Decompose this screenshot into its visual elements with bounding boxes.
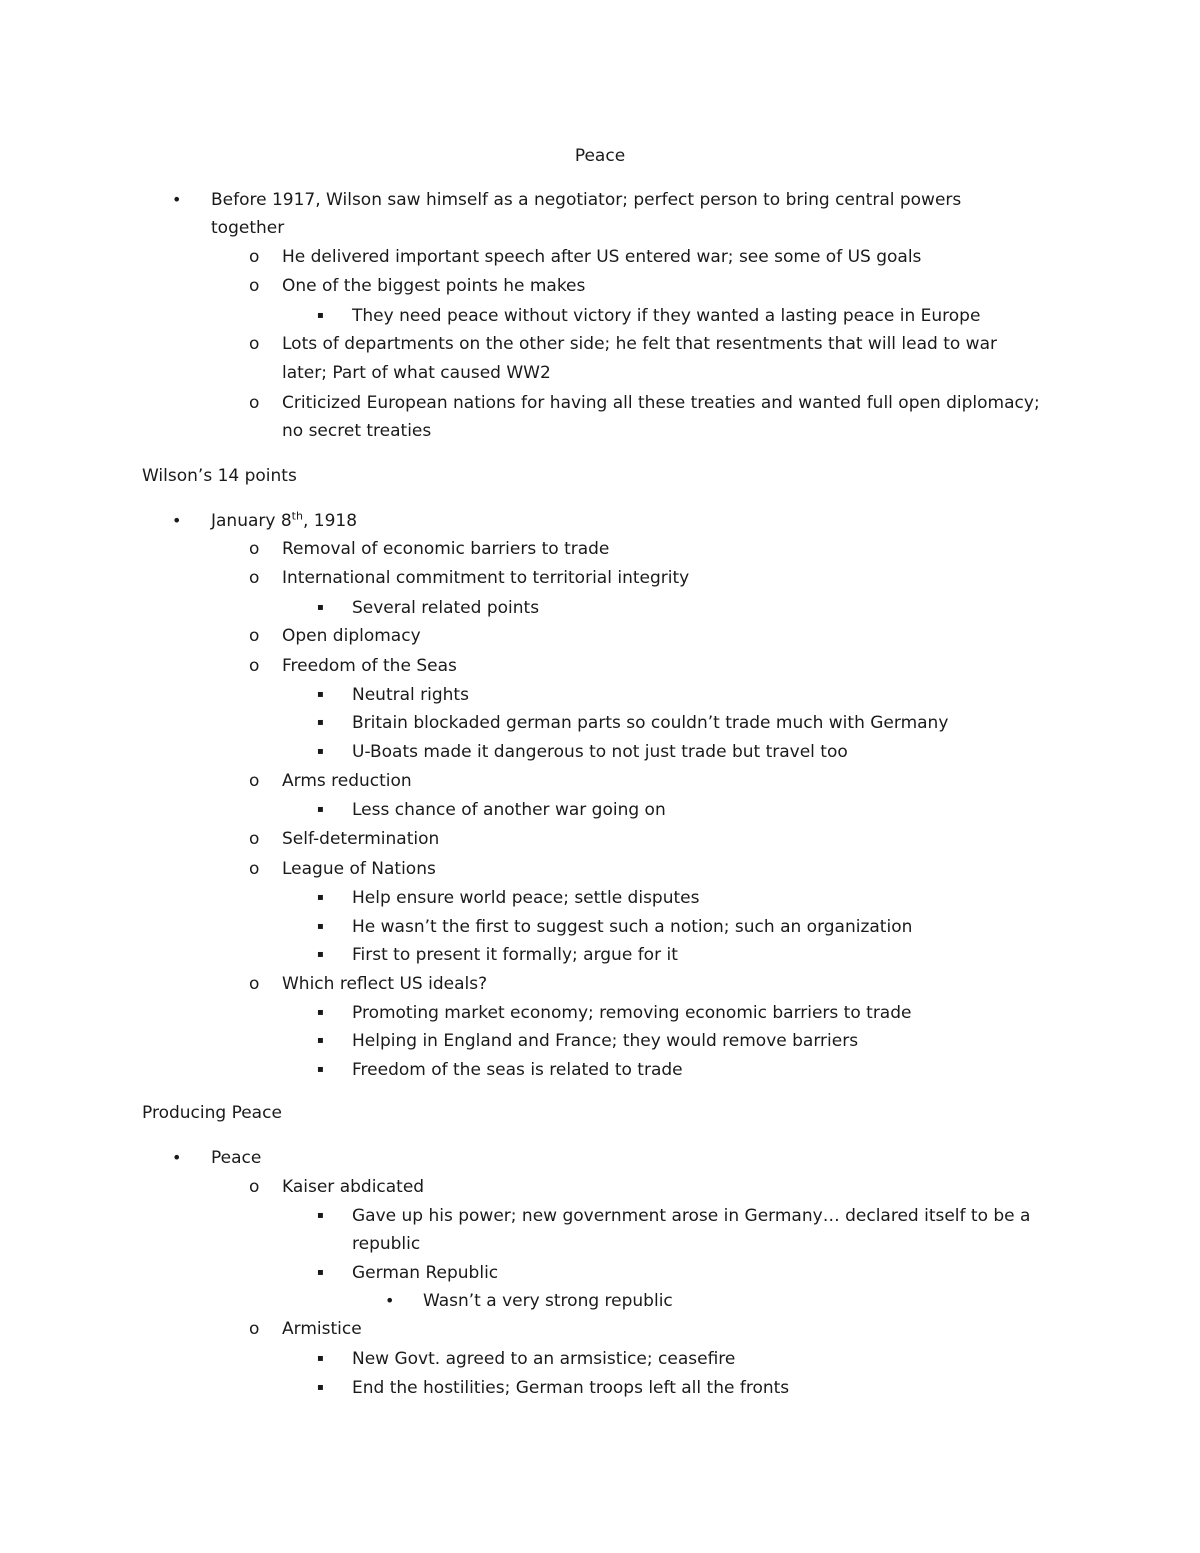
page-title: Peace	[574, 146, 626, 166]
circle-bullet-icon: o	[249, 568, 260, 588]
square-bullet-icon: ▪	[317, 717, 324, 728]
square-bullet-icon: ▪	[317, 1007, 324, 1018]
square-bullet-icon: ▪	[317, 602, 324, 613]
square-bullet-icon: ▪	[317, 1035, 324, 1046]
circle-bullet-icon: o	[249, 393, 260, 413]
circle-bullet-icon: o	[249, 656, 260, 676]
square-bullet-icon: ▪	[317, 1353, 324, 1364]
square-bullet-icon: ▪	[317, 746, 324, 757]
square-bullet-icon: ▪	[317, 804, 324, 815]
circle-bullet-icon: o	[249, 859, 260, 879]
circle-bullet-icon: o	[249, 771, 260, 791]
circle-bullet-icon: o	[249, 276, 260, 296]
bullet-icon: •	[172, 1148, 182, 1167]
circle-bullet-icon: o	[249, 1177, 260, 1197]
square-bullet-icon: ▪	[317, 1267, 324, 1278]
square-bullet-icon: ▪	[317, 949, 324, 960]
section-heading: Wilson’s 14 points	[142, 466, 297, 486]
circle-bullet-icon: o	[249, 626, 260, 646]
square-bullet-icon: ▪	[317, 892, 324, 903]
circle-bullet-icon: o	[249, 247, 260, 267]
square-bullet-icon: ▪	[317, 921, 324, 932]
circle-bullet-icon: o	[249, 974, 260, 994]
bullet-icon: •	[172, 511, 182, 530]
circle-bullet-icon: o	[249, 1319, 260, 1339]
square-bullet-icon: ▪	[317, 1210, 324, 1221]
square-bullet-icon: ▪	[317, 1064, 324, 1075]
section-heading: Producing Peace	[142, 1103, 282, 1123]
circle-bullet-icon: o	[249, 334, 260, 354]
circle-bullet-icon: o	[249, 539, 260, 559]
bullet-icon: •	[172, 190, 182, 209]
square-bullet-icon: ▪	[317, 310, 324, 321]
bullet-icon: •	[385, 1291, 395, 1310]
square-bullet-icon: ▪	[317, 689, 324, 700]
square-bullet-icon: ▪	[317, 1382, 324, 1393]
circle-bullet-icon: o	[249, 829, 260, 849]
